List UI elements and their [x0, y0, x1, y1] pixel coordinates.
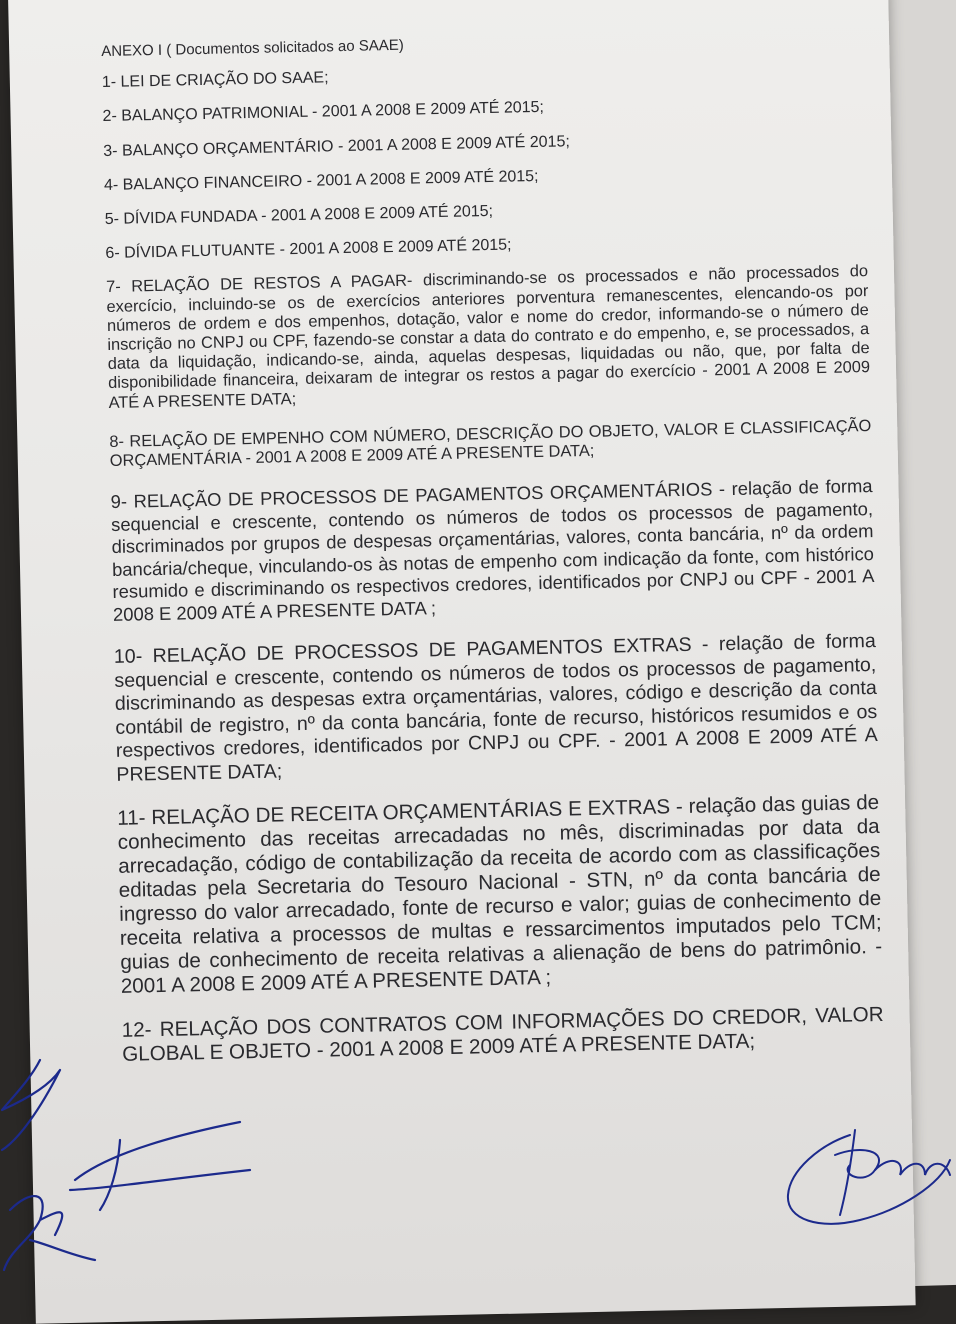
item-12: 12- RELAÇÃO DOS CONTRATOS COM INFORMAÇÕES DO CREDOR, VALOR GLOBAL E OBJETO - 2001 A 2008 E 2009 ATÉ A PRESENTE DATA; — [121, 1003, 884, 1067]
annex-heading: ANEXO I ( Documentos solicitados ao SAAE) — [101, 36, 404, 61]
item-2: 2- BALANÇO PATRIMONIAL - 2001 A 2008 E 2009 ATÉ 2015; — [102, 99, 545, 126]
handwritten-signature-left — [0, 1040, 300, 1275]
item-10: 10- RELAÇÃO DE PROCESSOS DE PAGAMENTOS EXTRAS - relação de forma sequencial e crescente, contendo os números de todos os processos de pagamento, discriminando as despesas extra orçamentárias, valores, código e descrição da conta contábil de registro, nº da conta bancária, fonte de recurso, históricos resumidos e os respectivos credores, identificados por CNPJ ou CPF. - 2001 A 2008 E 2009 ATÉ A PRESENTE DATA; — [113, 630, 878, 786]
item-5: 5- DÍVIDA FUNDADA - 2001 A 2008 E 2009 ATÉ 2015; — [104, 202, 494, 229]
item-9: 9- RELAÇÃO DE PROCESSOS DE PAGAMENTOS ORÇAMENTÁRIOS - relação de forma sequencial e crescente, contendo os números de todos os processos de pagamento, discriminados por grupos de despesas orçamentárias, valores, conta bancária, nº da ordem bancária/cheque, vinculando-os às notas de empenho com indicação da fonte, com histórico resumido e discriminando os respectivos credores, identificados por CNPJ ou CPF - 2001 A 2008 E 2009 ATÉ A PRESENTE DATA ; — [110, 475, 875, 625]
item-3: 3- BALANÇO ORÇAMENTÁRIO - 2001 A 2008 E 2009 ATÉ 2015; — [103, 132, 570, 160]
item-7: 7- RELAÇÃO DE RESTOS A PAGAR- discriminando-se os processados e não processados do exercício, incluindo-se os de exercícios anteriores porventura remanescentes, elencando-os por números de ordem e dos empenhos, dotação, valor e nome do credor, informando-se o número de inscrição no CNPJ ou CPF, fazendo-se constar a data do contrato e do empenho, e, se processados, a data da liquidação, indicando-se, ainda, aquelas despesas, liquidadas ou não, que, por falta de disponibilidade financeira, deixaram de integrar os restos a pagar do exercício - 2001 A 2008 E 2009 ATÉ A PRESENTE DATA; — [105, 262, 871, 412]
item-4: 4- BALANÇO FINANCEIRO - 2001 A 2008 E 2009 ATÉ 2015; — [103, 167, 539, 194]
document-body — [101, 26, 885, 1087]
item-8: 8- RELAÇÃO DE EMPENHO COM NÚMERO, DESCRIÇÃO DO OBJETO, VALOR E CLASSIFICAÇÃO ORÇAMENTÁRIA - 2001 A 2008 E 2009 ATÉ A PRESENTE DATA; — [109, 416, 872, 471]
item-1: 1- LEI DE CRIAÇÃO DO SAAE; — [101, 69, 329, 92]
handwritten-signature-right — [780, 1115, 956, 1245]
item-6: 6- DÍVIDA FLUTUANTE - 2001 A 2008 E 2009 ATÉ 2015; — [105, 236, 512, 263]
item-11: 11- RELAÇÃO DE RECEITA ORÇAMENTÁRIAS E EXTRAS - relação das guias de conhecimento das receitas arrecadadas no mês, discriminadas por data da arrecadação, código de contabilização da receita de acordo com as classificações editadas pela Secretaria do Tesouro Nacional - STN, nº da conta bancária de ingresso do valor arrecadado, fonte de recurso e valor; guias de conhecimento de receita relativa a processos de multas e ressarcimentos imputados pelo TCM; guias de conhecimento de receita relativas a alienação de bens do patrimônio. - 2001 A 2008 E 2009 ATÉ A PRESENTE DATA ; — [117, 791, 883, 999]
